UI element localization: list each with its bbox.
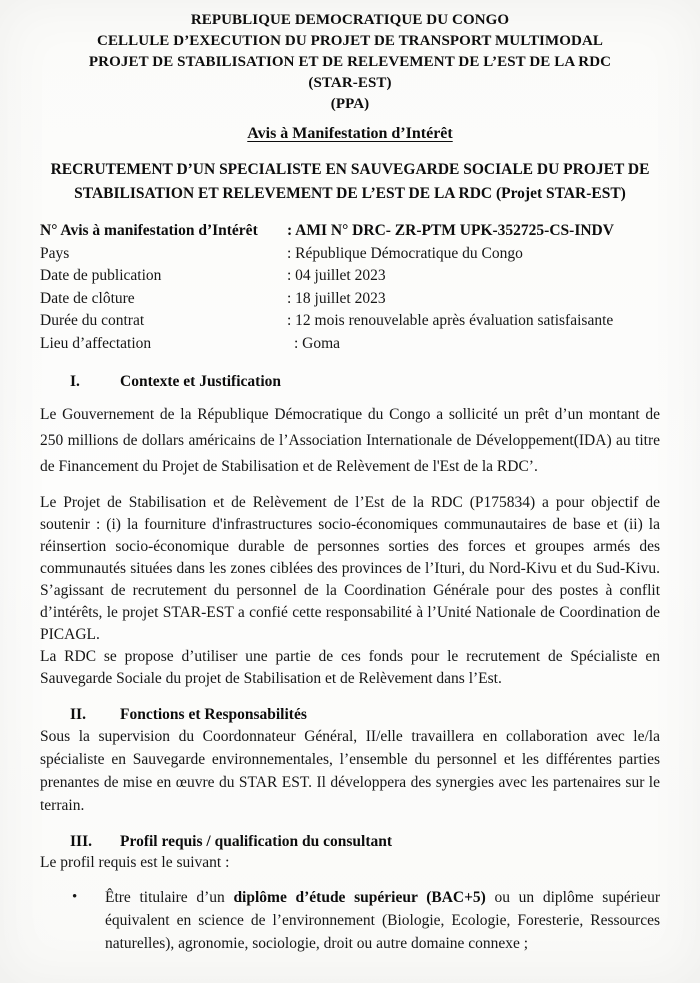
paragraph-contexte-3: La RDC se propose d’utiliser une partie de ces fonds pour le recrutement de Spécialiste en Sauvegarde Sociale du projet de Stabilisation et de Relèvement dans l’Est. bbox=[40, 648, 660, 687]
letterhead-line-projet: PROJET DE STABILISATION ET DE RELEVEMENT DE L’EST DE LA RDC bbox=[88, 54, 612, 70]
detail-row-duree-contrat bbox=[40, 310, 660, 333]
letterhead-line-cellule: CELLULE D’EXECUTION DU PROJET DE TRANSPORT MULTIMODAL bbox=[97, 33, 603, 49]
section-heading-contexte bbox=[40, 371, 660, 392]
detail-row-date-cloture bbox=[40, 288, 660, 311]
paragraph-fonctions: Sous la supervision du Coordonnateur Général, II/elle travaillera en collaboration avec le/la spécialiste en Sauvegarde environnementales, l’ensemble du personnel et les différentes parties prenantes de mise en œuvre du STAR EST. Il développera des synergies avec les partenaires sur le terrain. bbox=[40, 728, 660, 814]
bullet-item-diplome bbox=[40, 886, 660, 955]
detail-row-lieu-affectation bbox=[40, 333, 660, 356]
detail-row-date-publication bbox=[40, 265, 660, 288]
section-title: Fonctions et Responsabilités bbox=[120, 706, 307, 723]
recruitment-title: RECRUTEMENT D’UN SPECIALISTE EN SAUVEGARDE SOCIALE DU PROJET DE STABILISATION ET RELEVEMENT DE L’EST DE LA RDC (Projet STAR-EST) bbox=[50, 161, 650, 202]
bullet-marker: • bbox=[72, 889, 78, 905]
detail-label: Date de clôture bbox=[40, 289, 135, 307]
letterhead-line-ppa: (PPA) bbox=[330, 96, 370, 112]
bullet-text-post: ou un diplôme supérieur équivalent en science de l’environnement (Biologie, Ecologie, Foresterie, Ressources naturelles), agronomie, sociologie, droit ou autre domaine connexe ; bbox=[105, 889, 660, 952]
detail-value: : République Démocratique du Congo bbox=[287, 244, 523, 262]
detail-row-pays bbox=[40, 243, 660, 266]
section-heading-profil bbox=[40, 831, 660, 852]
detail-label: N° Avis à manifestation d’Intérêt bbox=[40, 222, 258, 239]
section-number: I. bbox=[70, 373, 80, 390]
detail-value: : 12 mois renouvelable après évaluation satisfaisante bbox=[287, 312, 614, 329]
detail-value: : AMI N° DRC- ZR-PTM UPK-352725-CS-INDV bbox=[287, 222, 614, 239]
section-number: III. bbox=[70, 833, 92, 850]
details-block bbox=[40, 220, 660, 355]
letterhead-line-star-est: (STAR-EST) bbox=[308, 75, 392, 91]
detail-row-ami-number bbox=[40, 220, 660, 243]
detail-label: Date de publication bbox=[40, 267, 162, 284]
detail-label: Durée du contrat bbox=[40, 312, 145, 329]
detail-value: : Goma bbox=[294, 334, 341, 352]
letterhead bbox=[40, 10, 660, 115]
paragraph-contexte-1: Le Gouvernement de la République Démocratique du Congo a sollicité un prêt d’un montant de 250 millions de dollars américains de l’Association Internationale de Développement(IDA) au titre de Financement du Projet de Stabilisation et de Relèvement de l'Est de la RDC’. bbox=[40, 406, 660, 475]
letterhead-line-country: REPUBLIQUE DEMOCRATIQUE DU CONGO bbox=[190, 12, 510, 28]
notice-title bbox=[40, 123, 660, 144]
detail-value: : 18 juillet 2023 bbox=[287, 289, 386, 307]
bullet-text bbox=[105, 886, 660, 955]
profil-intro: Le profil requis est le suivant : bbox=[40, 854, 230, 871]
detail-value: : 04 juillet 2023 bbox=[287, 267, 386, 284]
notice-title-text: Avis à Manifestation d’Intérêt bbox=[247, 125, 453, 142]
detail-label: Pays bbox=[40, 244, 70, 262]
bullet-text-bold: diplôme d’étude supérieur (BAC+5) bbox=[233, 889, 486, 906]
section-title: Profil requis / qualification du consultant bbox=[120, 833, 393, 850]
detail-label: Lieu d’affectation bbox=[40, 334, 152, 352]
paragraph-contexte-2: Le Projet de Stabilisation et de Relèvement de l’Est de la RDC (P175834) a pour objectif de soutenir : (i) la fourniture d'infrastructures socio-économiques communautaires de base et (ii) la réinsertion socio-économique durable de personnes sorties des forces et groupes armés des communautés situées dans les zones ciblées des provinces de l’Ituri, du Nord-Kivu et du Sud-Kivu. S’agissant de recrutement du personnel de la Coordination Générale pour des postes à conflit d’intérêts, le projet STAR-EST a confié cette responsabilité à l’Unité Nationale de Coordination de PICAGL. bbox=[40, 494, 660, 643]
section-heading-fonctions bbox=[40, 704, 660, 725]
section-title: Contexte et Justification bbox=[120, 373, 281, 390]
bullet-text-pre: Être titulaire d’un bbox=[105, 889, 234, 906]
section-number: II. bbox=[70, 706, 86, 723]
